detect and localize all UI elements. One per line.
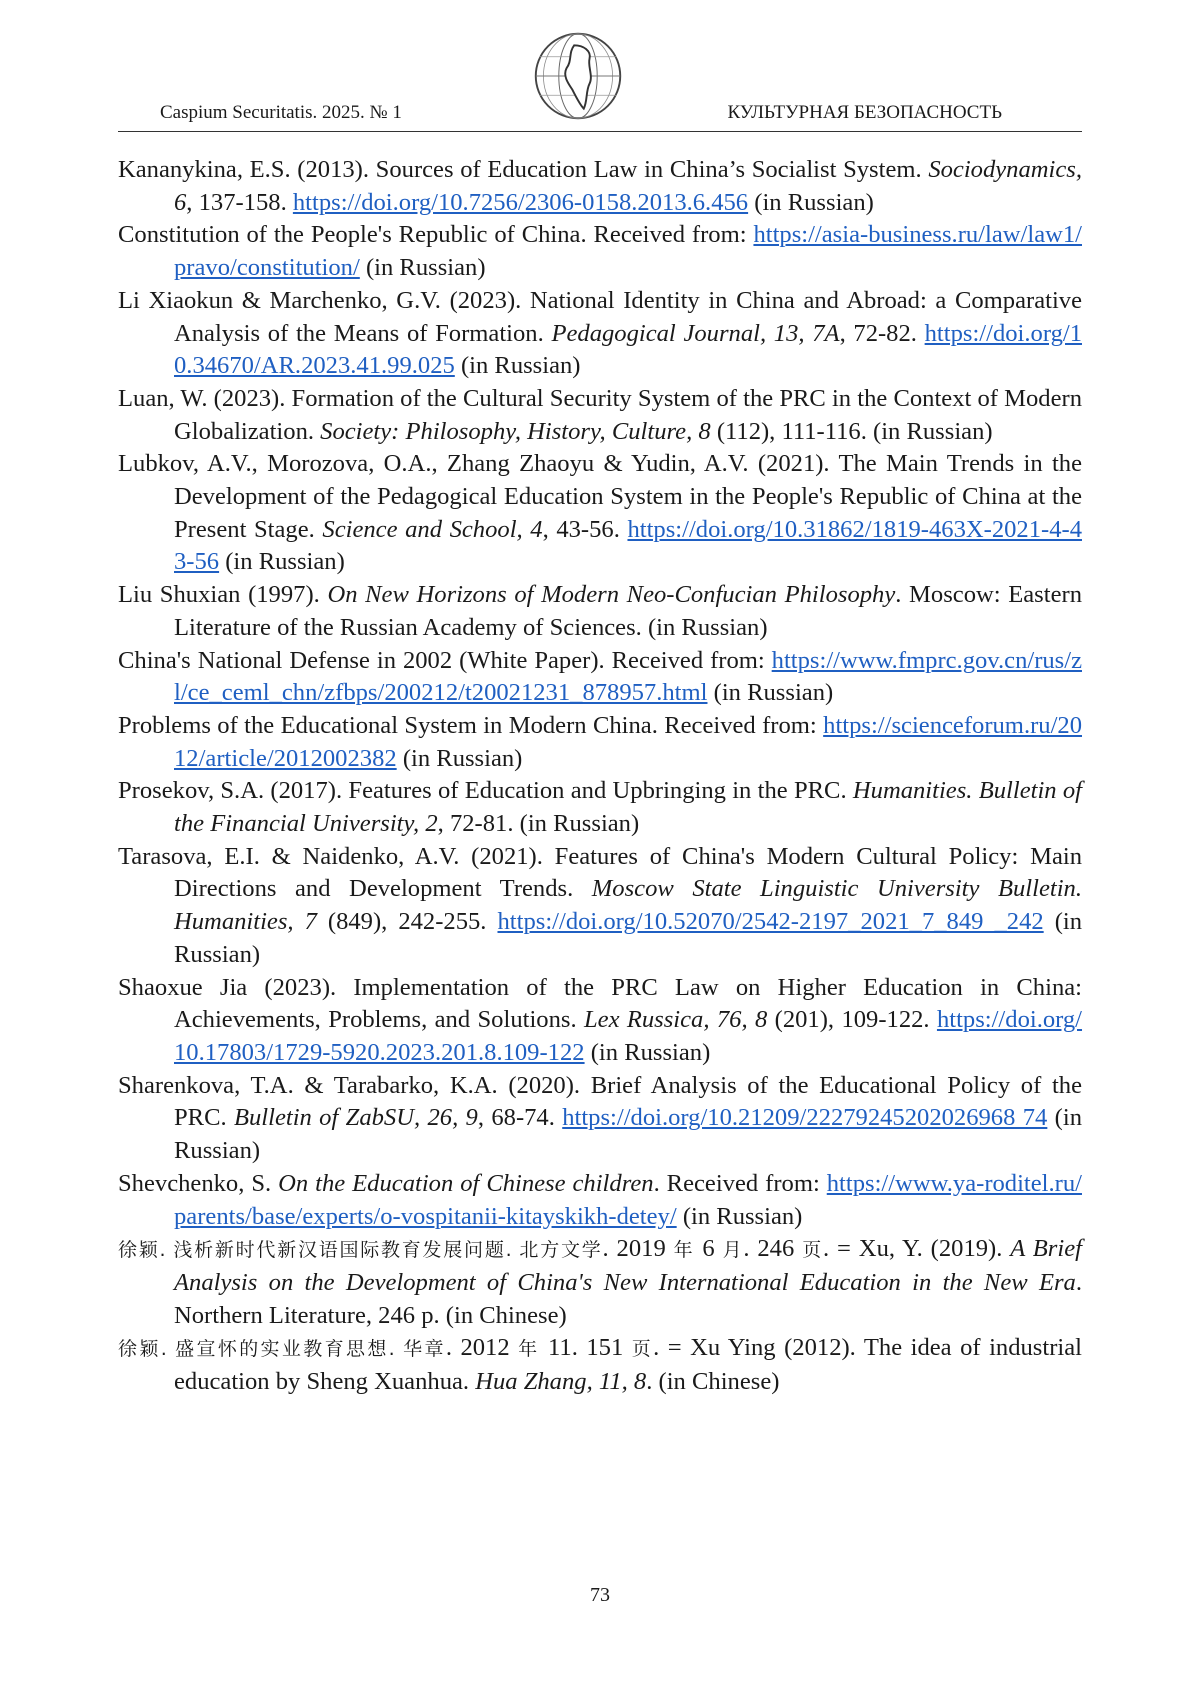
reference-text: Prosekov, S.A. (2017). Features of Education and Upbringing in the PRC. xyxy=(118,777,853,805)
reference-entry xyxy=(118,972,1082,1070)
reference-language-note: (in Russian) xyxy=(174,908,1083,968)
doi-link[interactable]: https://scienceforum.ru/2012/article/2012002382 xyxy=(174,711,1082,772)
reference-entry xyxy=(118,448,1082,579)
reference-text: , 72-81. (in Russian) xyxy=(437,810,640,838)
reference-list xyxy=(118,154,1082,1399)
reference-text: (849), 242-255. xyxy=(316,908,498,936)
reference-entry xyxy=(118,1168,1082,1233)
reference-source-title: Sociodynamics, 6 xyxy=(174,156,1082,216)
reference-language-note: (in Russian) xyxy=(174,1104,1083,1165)
reference-source-title: Humanities. Bulletin of the Financial University, 2 xyxy=(174,777,1082,838)
reference-text: . 246 xyxy=(743,1235,803,1263)
reference-source-title: On New Horizons of Modern Neo-Confucian Philosophy xyxy=(327,581,896,609)
reference-text: Li Xiaokun & Marchenko, G.V. (2023). National Identity in China and Abroad: a Comparative Analysis of the Means of Formation. xyxy=(118,286,1082,347)
reference-entry xyxy=(118,1070,1082,1168)
reference-language-note: (in Russian) xyxy=(748,188,874,216)
doi-link[interactable]: https://doi.org/10.52070/2542-2197_2021_7_849 _242 xyxy=(497,908,1044,936)
chinese-text: 年 xyxy=(673,1239,695,1262)
reference-text: . (in Chinese) xyxy=(646,1368,780,1396)
reference-source-title: Science and School, 4 xyxy=(322,515,543,543)
doi-link[interactable]: https://www.fmprc.gov.cn/rus/zl/ce_ceml_chn/zfbps/200212/t20021231_878957.html xyxy=(174,646,1082,707)
reference-text: . = Xu, Y. (2019). xyxy=(822,1235,1011,1263)
reference-text: 6 xyxy=(694,1235,723,1263)
reference-source-title: On the Education of Chinese children xyxy=(278,1169,654,1197)
reference-entry xyxy=(118,219,1082,284)
doi-link[interactable]: https://doi.org/10.31862/1819-463X-2021-4-43-56 xyxy=(174,515,1082,576)
running-header xyxy=(118,28,1082,132)
doi-link[interactable]: https://asia-business.ru/law/law1/pravo/constitution/ xyxy=(174,221,1082,282)
journal-title: Caspium Securitatis. 2025. № 1 xyxy=(160,102,402,123)
doi-link[interactable]: https://doi.org/10.34670/AR.2023.41.99.025 xyxy=(174,319,1082,380)
reference-text: Luan, W. (2023). Formation of the Cultural Security System of the PRC in the Context of Modern Globalization. xyxy=(118,384,1082,445)
reference-text: , 72-82. xyxy=(839,319,925,347)
reference-entry-chinese xyxy=(118,1332,1082,1398)
reference-language-note: (in Russian) xyxy=(219,548,345,576)
reference-language-note: (in Russian) xyxy=(396,744,523,772)
page-number: 73 xyxy=(590,1584,610,1606)
reference-entry xyxy=(118,383,1082,448)
doi-link[interactable]: https://doi.org/10.21209/22279245202026968 74 xyxy=(562,1104,1048,1132)
reference-source-title: Moscow State Linguistic University Bulletin. Humanities, 7 xyxy=(174,875,1082,936)
reference-text: Kananykina, E.S. (2013). Sources of Education Law in China’s Socialist System. xyxy=(118,156,929,183)
reference-text: Shaoxue Jia (2023). Implementation of the PRC Law on Higher Education in China: Achievements, Problems, and Solutions. xyxy=(118,973,1082,1034)
reference-text: Problems of the Educational System in Modern China. Received from: xyxy=(118,711,824,739)
chinese-text: 徐颖. 浅析新时代新汉语国际教育发展问题. 北方文学 xyxy=(118,1239,603,1262)
reference-language-note: (in Russian) xyxy=(359,254,486,282)
reference-text: , 68-74. xyxy=(477,1104,563,1132)
reference-text: Lubkov, A.V., Morozova, O.A., Zhang Zhaoyu & Yudin, A.V. (2021). The Main Trends in the Development of the Pedagogical Education System in the People's Republic of China at the Present Stage. xyxy=(118,450,1082,543)
reference-text: Liu Shuxian (1997). xyxy=(118,581,328,609)
reference-text: . Northern Literature, 246 p. (in Chinese) xyxy=(174,1268,1082,1329)
reference-text: . Moscow: Eastern Literature of the Russian Academy of Sciences. (in Russian) xyxy=(174,581,1082,641)
reference-language-note: (in Russian) xyxy=(707,679,834,707)
reference-source-title: Bulletin of ZabSU, 26, 9 xyxy=(233,1104,478,1132)
chinese-text: 月 xyxy=(722,1239,744,1262)
reference-entry xyxy=(118,285,1082,383)
reference-text: . 2019 xyxy=(602,1235,674,1263)
reference-text: , 43-56. xyxy=(542,515,628,543)
reference-text: , 137-158. xyxy=(186,188,293,216)
chinese-text: 页 xyxy=(631,1338,654,1361)
reference-source-title: Lex Russica, 76, 8 xyxy=(583,1006,768,1034)
reference-entry xyxy=(118,841,1082,972)
reference-entry xyxy=(118,154,1082,219)
reference-text: Constitution of the People's Republic of China. Received from: xyxy=(118,221,754,249)
reference-text: (112), 111-116. (in Russian) xyxy=(710,417,993,445)
reference-source-title: Society: Philosophy, History, Culture, 8 xyxy=(320,417,711,445)
doi-link[interactable]: https://doi.org/10.7256/2306-0158.2013.6.456 xyxy=(292,188,749,216)
reference-text: China's National Defense in 2002 (White Paper). Received from: xyxy=(118,646,772,674)
reference-text: . 2012 xyxy=(445,1334,519,1362)
reference-entry-chinese xyxy=(118,1233,1082,1332)
reference-text: Sharenkova, T.A. & Tarabarko, K.A. (2020). Brief Analysis of the Educational Policy of the PRC. xyxy=(118,1071,1082,1132)
reference-language-note: (in Russian) xyxy=(454,352,581,380)
reference-text: Shevchenko, S. xyxy=(118,1169,279,1197)
header-divider xyxy=(118,131,1082,132)
reference-entry xyxy=(118,645,1082,710)
reference-text: Tarasova, E.I. & Naidenko, A.V. (2021). Features of China's Modern Cultural Policy: Main Directions and Development Trends. xyxy=(118,842,1082,903)
reference-entry xyxy=(118,775,1082,840)
doi-link[interactable]: https://doi.org/10.17803/1729-5920.2023.201.8.109-122 xyxy=(174,1006,1083,1066)
reference-entry xyxy=(118,710,1082,775)
reference-entry xyxy=(118,579,1082,644)
chinese-text: 页 xyxy=(802,1239,823,1262)
globe-caspian-logo-icon xyxy=(530,28,626,124)
reference-language-note: (in Russian) xyxy=(676,1202,803,1230)
reference-source-title: A Brief Analysis on the Development of China's New International Education in the New Era xyxy=(174,1235,1082,1296)
doi-link[interactable]: https://www.ya-roditel.ru/parents/base/experts/o-vospitanii-kitayskikh-detey/ xyxy=(174,1169,1082,1230)
chinese-text: 年 xyxy=(518,1338,540,1361)
reference-text: (201), 109-122. xyxy=(767,1006,937,1034)
reference-text: . Received from: xyxy=(653,1169,827,1197)
section-title: КУЛЬТУРНАЯ БЕЗОПАСНОСТЬ xyxy=(727,102,1002,123)
reference-text: . = Xu Ying (2012). The idea of industrial education by Sheng Xuanhua. xyxy=(174,1334,1082,1396)
reference-text: 11. 151 xyxy=(539,1334,632,1362)
chinese-text: 徐颖. 盛宣怀的实业教育思想. 华章 xyxy=(118,1338,446,1361)
reference-source-title: Pedagogical Journal, 13, 7A xyxy=(551,319,840,347)
reference-language-note: (in Russian) xyxy=(584,1038,711,1066)
reference-source-title: Hua Zhang, 11, 8 xyxy=(475,1368,647,1396)
